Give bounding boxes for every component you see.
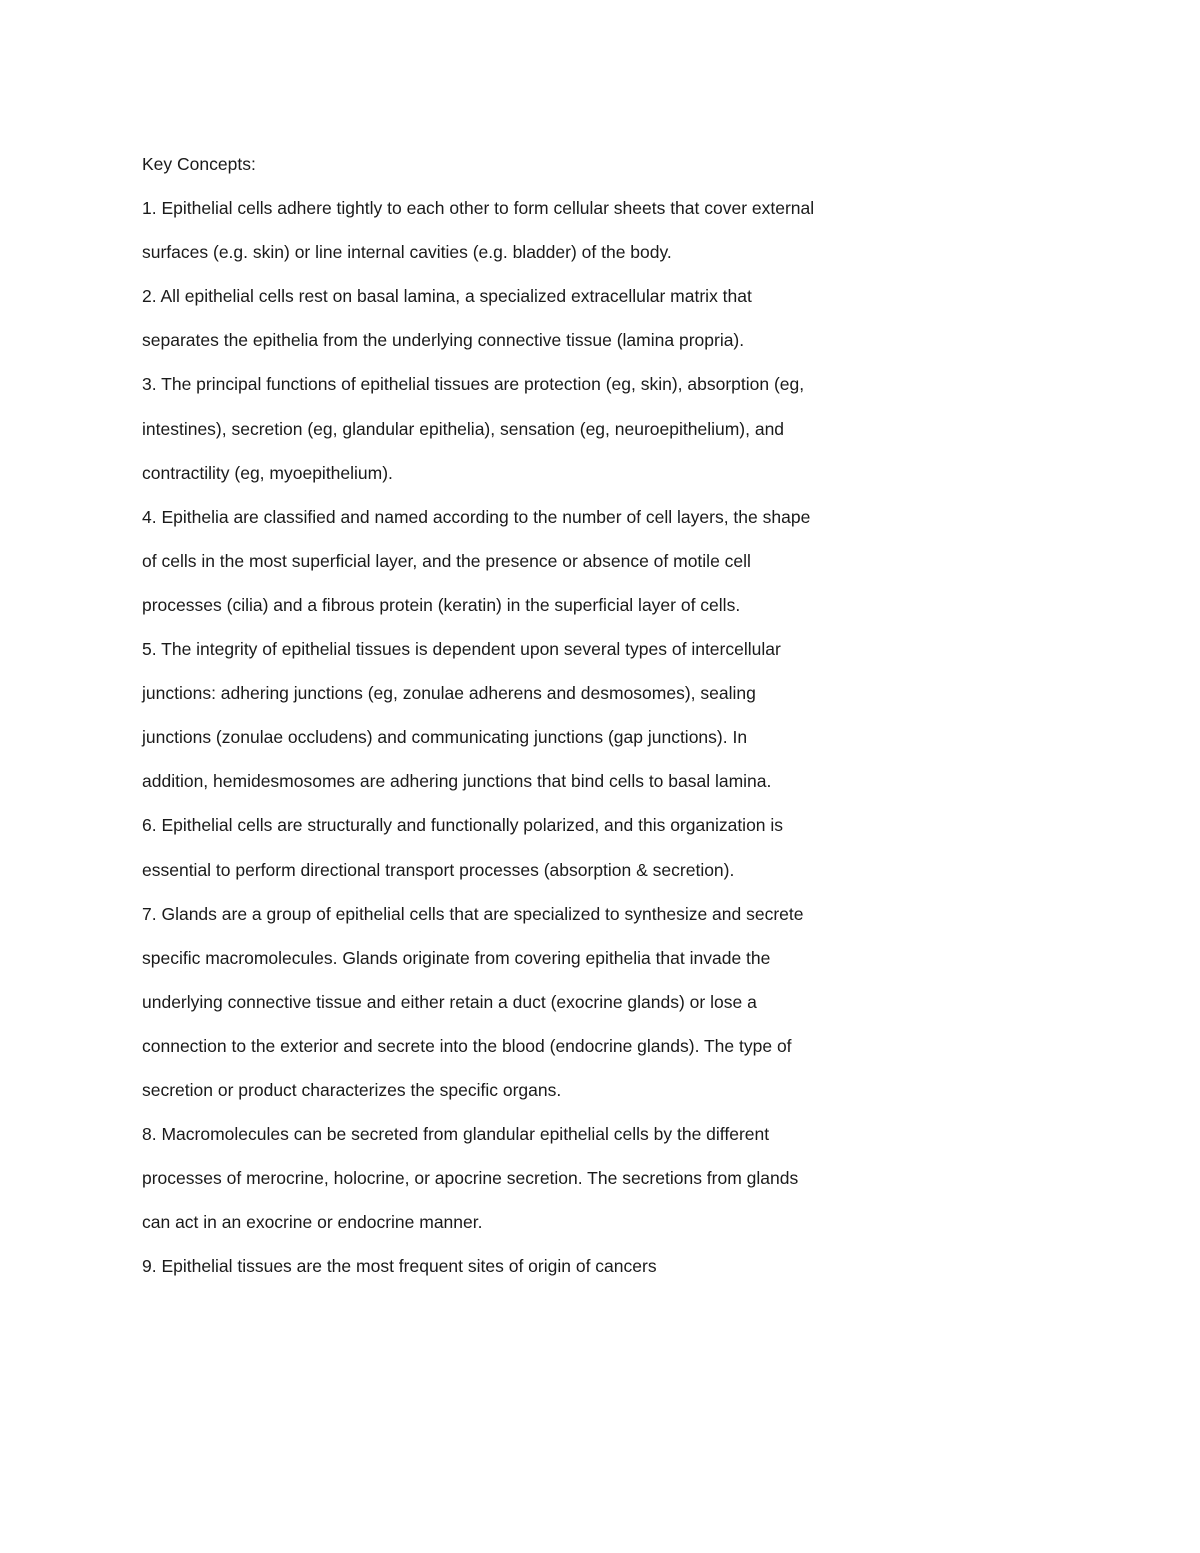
text-line: 8. Macromolecules can be secreted from glandular epithelial cells by the different (142, 1124, 770, 1145)
text-line: junctions: adhering junctions (eg, zonulae adherens and desmosomes), sealing (142, 683, 756, 704)
text-line: secretion or product characterizes the specific organs. (142, 1079, 562, 1100)
text-line: processes of merocrine, holocrine, or apocrine secretion. The secretions from glands (142, 1168, 799, 1189)
text-line: 6. Epithelial cells are structurally and functionally polarized, and this organization is (142, 815, 784, 836)
text-line: processes (cilia) and a fibrous protein (keratin) in the superficial layer of cells. (142, 594, 741, 615)
text-line: of cells in the most superficial layer, and the presence or absence of motile cell (142, 550, 751, 571)
text-line: 7. Glands are a group of epithelial cells that are specialized to synthesize and secrete (142, 903, 804, 924)
text-line: separates the epithelia from the underlying connective tissue (lamina propria). (142, 330, 745, 351)
text-line: 3. The principal functions of epithelial tissues are protection (eg, skin), absorption (eg, (142, 374, 805, 395)
text-line: underlying connective tissue and either retain a duct (exocrine glands) or lose a (142, 991, 757, 1012)
document-body (142, 142, 932, 1288)
document-heading: Key Concepts: (142, 154, 256, 174)
text-line: can act in an exocrine or endocrine manner. (142, 1212, 483, 1233)
text-line: specific macromolecules. Glands originate from covering epithelia that invade the (142, 947, 771, 968)
text-line: 9. Epithelial tissues are the most frequent sites of origin of cancers (142, 1256, 657, 1277)
text-line: 2. All epithelial cells rest on basal lamina, a specialized extracellular matrix that (142, 286, 752, 307)
text-line: 5. The integrity of epithelial tissues is dependent upon several types of intercellular (142, 639, 781, 660)
text-line: 1. Epithelial cells adhere tightly to each other to form cellular sheets that cover external (142, 198, 815, 219)
text-line: junctions (zonulae occludens) and communicating junctions (gap junctions). In (142, 727, 748, 748)
text-line: essential to perform directional transport processes (absorption & secretion). (142, 859, 735, 880)
text-line: surfaces (e.g. skin) or line internal cavities (e.g. bladder) of the body. (142, 242, 672, 263)
text-line: addition, hemidesmosomes are adhering junctions that bind cells to basal lamina. (142, 771, 772, 792)
text-line: 4. Epithelia are classified and named according to the number of cell layers, the shape (142, 506, 811, 527)
text-line: contractility (eg, myoepithelium). (142, 462, 393, 483)
text-line: connection to the exterior and secrete into the blood (endocrine glands). The type of (142, 1035, 792, 1056)
text-line: intestines), secretion (eg, glandular epithelia), sensation (eg, neuroepithelium), and (142, 418, 785, 439)
